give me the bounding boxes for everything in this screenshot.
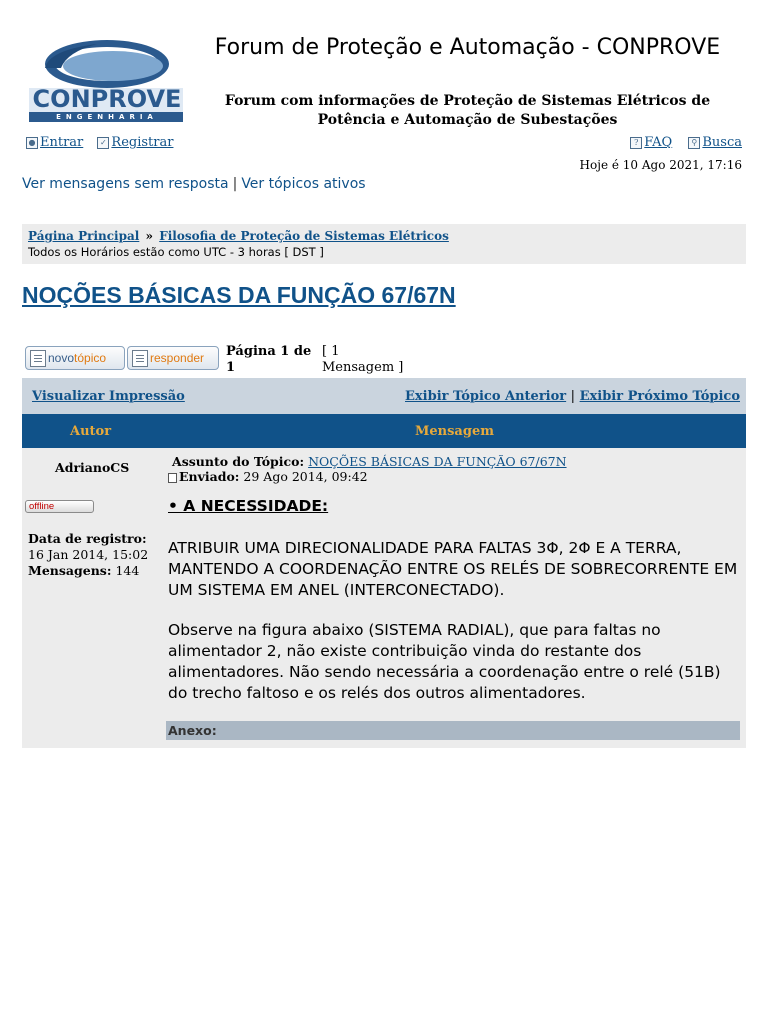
login-icon: ● bbox=[26, 137, 38, 149]
login-link[interactable] bbox=[26, 135, 87, 150]
search-label[interactable]: Busca bbox=[702, 135, 742, 150]
online-status-badge: offline bbox=[25, 500, 94, 513]
current-date: Hoje é 10 Ago 2021, 17:16 bbox=[579, 158, 742, 172]
active-topics-link[interactable]: Ver tópicos ativos bbox=[241, 176, 366, 192]
prev-next-separator: | bbox=[570, 389, 576, 404]
messages-label: Mensagens: bbox=[28, 563, 112, 578]
breadcrumb-bar bbox=[22, 224, 746, 264]
column-header-message: Mensagem bbox=[415, 424, 494, 439]
posted-label: Enviado: bbox=[179, 469, 240, 484]
attachment-label: Anexo: bbox=[166, 721, 740, 740]
logo-subtext: ENGENHARIA bbox=[56, 113, 158, 121]
registered-value: 16 Jan 2014, 15:02 bbox=[28, 547, 149, 562]
new-topic-icon bbox=[30, 350, 46, 367]
author-profile-info bbox=[28, 531, 158, 579]
author-name[interactable]: AdrianoCS bbox=[55, 460, 130, 475]
post-date bbox=[168, 469, 368, 484]
post-paragraph-1: ATRIBUIR UMA DIRECIONALIDADE PARA FALTAS 3Φ, 2Φ E A TERRA, MANTENDO A COORDENAÇÃO ENTRE OS RELÉS DE SOBRECORRENTE EM UM SISTEMA EM ANEL (INTERCONECTADO). bbox=[168, 539, 738, 599]
new-topic-button[interactable] bbox=[25, 346, 125, 370]
timezone-info: Todos os Horários estão como UTC - 3 horas [ DST ] bbox=[28, 245, 324, 259]
prev-topic-link[interactable]: Exibir Tópico Anterior bbox=[405, 389, 567, 404]
post-body bbox=[168, 496, 740, 702]
search-icon: ⚲ bbox=[688, 137, 700, 149]
register-label[interactable]: Registrar bbox=[111, 135, 174, 150]
post-subject bbox=[172, 454, 567, 469]
new-topic-label-b: tópico bbox=[74, 351, 107, 365]
nav-right bbox=[618, 135, 742, 150]
posted-value: 29 Ago 2014, 09:42 bbox=[243, 469, 368, 484]
next-topic-link[interactable]: Exibir Próximo Tópico bbox=[579, 389, 740, 404]
breadcrumb-forum[interactable]: Filosofia de Proteção de Sistemas Elétricos bbox=[159, 229, 449, 243]
page-info: Página 1 de 1 bbox=[226, 344, 312, 375]
prev-next-links bbox=[405, 389, 740, 404]
breadcrumb-arrow: » bbox=[145, 229, 154, 243]
table-header-row bbox=[22, 414, 746, 448]
column-header-author: Autor bbox=[70, 424, 112, 439]
reply-button[interactable] bbox=[127, 346, 219, 370]
quick-links-separator: | bbox=[232, 176, 238, 192]
register-icon: ✓ bbox=[97, 137, 109, 149]
breadcrumb bbox=[28, 229, 449, 243]
unanswered-posts-link[interactable]: Ver mensagens sem resposta bbox=[22, 176, 229, 192]
site-description: Forum com informações de Proteção de Sistemas Elétricos de Potência e Automação de Subestações bbox=[224, 93, 711, 128]
print-view-link[interactable]: Visualizar Impressão bbox=[32, 389, 185, 404]
conprove-logo[interactable] bbox=[27, 38, 185, 124]
messages-value: 144 bbox=[115, 563, 140, 578]
login-label[interactable]: Entrar bbox=[40, 135, 84, 150]
post-author-column bbox=[22, 448, 164, 748]
register-link[interactable] bbox=[97, 135, 173, 150]
search-link[interactable] bbox=[688, 135, 742, 150]
faq-icon: ? bbox=[630, 137, 642, 149]
registered-label: Data de registro: bbox=[28, 531, 147, 546]
message-count: [ 1 Mensagem ] bbox=[322, 344, 404, 375]
quick-links bbox=[22, 176, 366, 192]
faq-label[interactable]: FAQ bbox=[644, 135, 673, 150]
subject-link[interactable]: NOÇÕES BÁSICAS DA FUNÇÃO 67/67N bbox=[308, 454, 567, 469]
post-icon[interactable] bbox=[168, 473, 177, 483]
site-title: Forum de Proteção e Automação - CONPROVE bbox=[214, 35, 721, 60]
new-topic-label-a: novo bbox=[48, 351, 75, 365]
reply-label: responder bbox=[150, 351, 205, 365]
topic-title[interactable]: NOÇÕES BÁSICAS DA FUNÇÃO 67/67N bbox=[22, 282, 456, 308]
topic-table bbox=[22, 378, 746, 748]
logo-text: CONPROVE bbox=[32, 85, 182, 113]
post-content-column bbox=[166, 448, 740, 748]
breadcrumb-home[interactable]: Página Principal bbox=[28, 229, 140, 243]
nav-left bbox=[26, 135, 183, 150]
reply-icon bbox=[132, 350, 148, 367]
faq-link[interactable] bbox=[630, 135, 676, 150]
post-paragraph-2: Observe na figura abaixo (SISTEMA RADIAL), que para faltas no alimentador 2, não existe contribuição vinda do restante dos alimentadores. Não sendo necessária a coordenação entre o relé (51B) do trecho faltoso e os relés dos outros alimentadores. bbox=[168, 621, 721, 702]
topic-tools-row bbox=[22, 378, 746, 414]
subject-label: Assunto do Tópico: bbox=[172, 454, 305, 469]
post-heading: • A NECESSIDADE: bbox=[168, 497, 329, 515]
